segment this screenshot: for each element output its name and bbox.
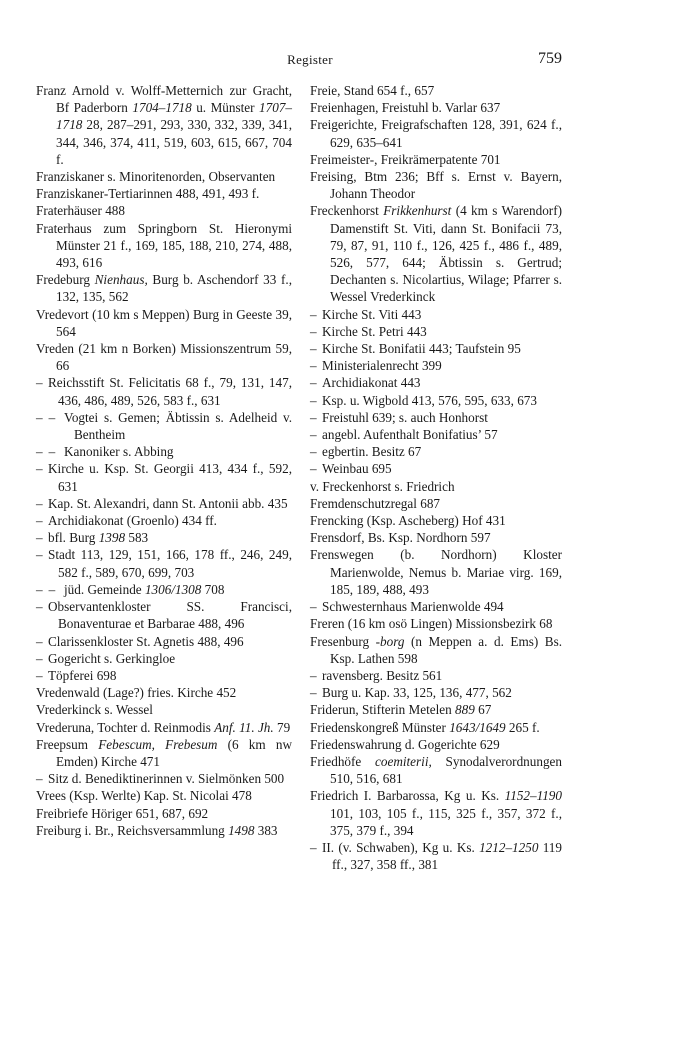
page-header: [0, 50, 700, 74]
index-entry: Fredeburg Nienhaus, Burg b. Aschendorf 33 f., 132, 135, 562: [36, 272, 292, 305]
index-column-left: [36, 82, 292, 839]
index-entry: Fraterhaus zum Springborn St. Hieronymi Münster 21 f., 169, 185, 188, 210, 274, 488, 493, 616: [36, 220, 292, 271]
index-entry: – II. (v. Schwaben), Kg u. Ks. 1212–1250 119 ff., 327, 358 ff., 381: [310, 839, 562, 873]
index-entry: – Reichsstift St. Felicitatis 68 f., 79, 131, 147, 436, 486, 489, 526, 583 f., 631: [36, 375, 292, 408]
index-entry: Franziskaner-Tertiarinnen 488, 491, 493 f.: [36, 186, 260, 202]
index-entry: Freckenhorst Frikkenhurst (4 km s Warendorf) Damenstift St. Viti, dann St. Bonifacii 73, 79, 87, 91, 110 f., 126, 425 f., 486 f., 489, 526, 577, 644; Äbtissin s. Gertrud; Dechanten s. Nicolartius, Wilage; Pfarrer s. Wessel Vrederkinck: [310, 203, 562, 305]
index-entry: – Freistuhl 639; s. auch Honhorst: [310, 409, 488, 425]
index-column-right: [310, 82, 562, 873]
index-entry: –– Kanoniker s. Abbing: [36, 444, 174, 460]
index-entry: Vreden (21 km n Borken) Missionszentrum 59, 66: [36, 341, 292, 374]
index-entry: Vredevort (10 km s Meppen) Burg in Geeste 39, 564: [36, 306, 292, 339]
page-number: 759: [538, 50, 562, 67]
index-entry: Vrederkinck s. Wessel: [36, 702, 153, 718]
index-entry: Friedhöfe coemiterii, Synodalverordnungen 510, 516, 681: [310, 753, 562, 787]
index-entry: –– Vogtei s. Gemen; Äbtissin s. Adelheid v. Bentheim: [36, 409, 292, 443]
index-entry: – Kap. St. Alexandri, dann St. Antonii abb. 435: [36, 495, 288, 511]
index-entry: –– jüd. Gemeinde 1306/1308 708: [36, 581, 225, 597]
index-entry: Freepsum Febescum, Frebesum (6 km nw Emden) Kirche 471: [36, 736, 292, 769]
index-entry: – Ministerialenrecht 399: [310, 358, 442, 374]
index-entry: Freie, Stand 654 f., 657: [310, 83, 435, 98]
index-entry: Friderun, Stifterin Metelen 889 67: [310, 702, 492, 718]
index-entry: – Weinbau 695: [310, 461, 392, 477]
running-title: Register: [287, 52, 333, 67]
index-entry: Freiburg i. Br., Reichsversammlung 1498 383: [36, 822, 278, 838]
index-entry: Frensdorf, Bs. Ksp. Nordhorn 597: [310, 530, 491, 546]
index-entry: – Töpferei 698: [36, 667, 117, 683]
index-entry: Freimeister-, Freikrämerpatente 701: [310, 151, 501, 167]
index-entry: – Clarissenkloster St. Agnetis 488, 496: [36, 633, 244, 649]
index-entry: Fremdenschutzregal 687: [310, 495, 441, 511]
index-entry: Freibriefe Höriger 651, 687, 692: [36, 805, 209, 821]
index-entry: Vredenwald (Lage?) fries. Kirche 452: [36, 685, 237, 701]
index-entry: – Archidiakonat 443: [310, 375, 421, 391]
index-entry: – Archidiakonat (Groenlo) 434 ff.: [36, 513, 217, 529]
index-entry: – egbertin. Besitz 67: [310, 444, 422, 460]
index-entry: – bfl. Burg 1398 583: [36, 530, 149, 546]
index-entry: Friedrich I. Barbarossa, Kg u. Ks. 1152–1190 101, 103, 105 f., 115, 325 f., 357, 372 f., 375, 379 f., 394: [310, 788, 562, 838]
index-entry: – Sitz d. Benediktinerinnen v. Sielmönken 500: [36, 771, 285, 787]
index-entry: Freienhagen, Freistuhl b. Varlar 637: [310, 100, 501, 116]
index-entry: Friedenswahrung d. Gogerichte 629: [310, 736, 500, 752]
index-entry: – Kirche u. Ksp. St. Georgii 413, 434 f., 592, 631: [36, 461, 292, 494]
index-entry: Freigerichte, Freigrafschaften 128, 391, 624 f., 629, 635–641: [310, 117, 562, 150]
index-entry: – ravensberg. Besitz 561: [310, 667, 443, 683]
index-entry: Freren (16 km osö Lingen) Missionsbezirk 68: [310, 616, 553, 632]
index-entry: – Kirche St. Petri 443: [310, 323, 427, 339]
index-entry: Franz Arnold v. Wolff-Metternich zur Gracht, Bf Paderborn 1704–1718 u. Münster 1707–1718 28, 287–291, 293, 330, 332, 339, 341, 344, 346, 374, 411, 519, 603, 615, 667, 704 f.: [36, 83, 292, 167]
index-entry: Frencking (Ksp. Ascheberg) Hof 431: [310, 513, 506, 529]
index-entry: Vrees (Ksp. Werlte) Kap. St. Nicolai 478: [36, 788, 252, 804]
index-entry: Vrederuna, Tochter d. Reinmodis Anf. 11. Jh. 79: [36, 719, 291, 735]
index-entry: – Schwesternhaus Marienwolde 494: [310, 599, 504, 615]
index-entry: – angebl. Aufenthalt Bonifatius’ 57: [310, 427, 498, 443]
index-entry: Freising, Btm 236; Bff s. Ernst v. Bayern, Johann Theodor: [310, 169, 562, 202]
index-entry: v. Freckenhorst s. Friedrich: [310, 478, 455, 494]
index-entry: – Ksp. u. Wigbold 413, 576, 595, 633, 673: [310, 392, 537, 408]
index-entry: Frenswegen (b. Nordhorn) Kloster Marienwolde, Nemus b. Mariae virg. 169, 185, 189, 488, 493: [310, 547, 562, 597]
index-entry: – Kirche St. Bonifatii 443; Taufstein 95: [310, 341, 521, 357]
index-entry: Friedenskongreß Münster 1643/1649 265 f.: [310, 719, 540, 735]
index-entry: – Stadt 113, 129, 151, 166, 178 ff., 246, 249, 582 f., 589, 670, 699, 703: [36, 547, 292, 580]
index-entry: – Burg u. Kap. 33, 125, 136, 477, 562: [310, 685, 512, 701]
index-entry: Fresenburg -borg (n Meppen a. d. Ems) Bs. Ksp. Lathen 598: [310, 633, 562, 666]
index-entry: Franziskaner s. Minoritenorden, Observanten: [36, 169, 276, 185]
index-entry: – Gogericht s. Gerkingloe: [36, 650, 176, 666]
index-entry: – Observantenkloster SS. Francisci, Bonaventurae et Barbarae 488, 496: [36, 599, 292, 632]
index-entry: – Kirche St. Viti 443: [310, 306, 422, 322]
index-entry: Fraterhäuser 488: [36, 203, 125, 219]
